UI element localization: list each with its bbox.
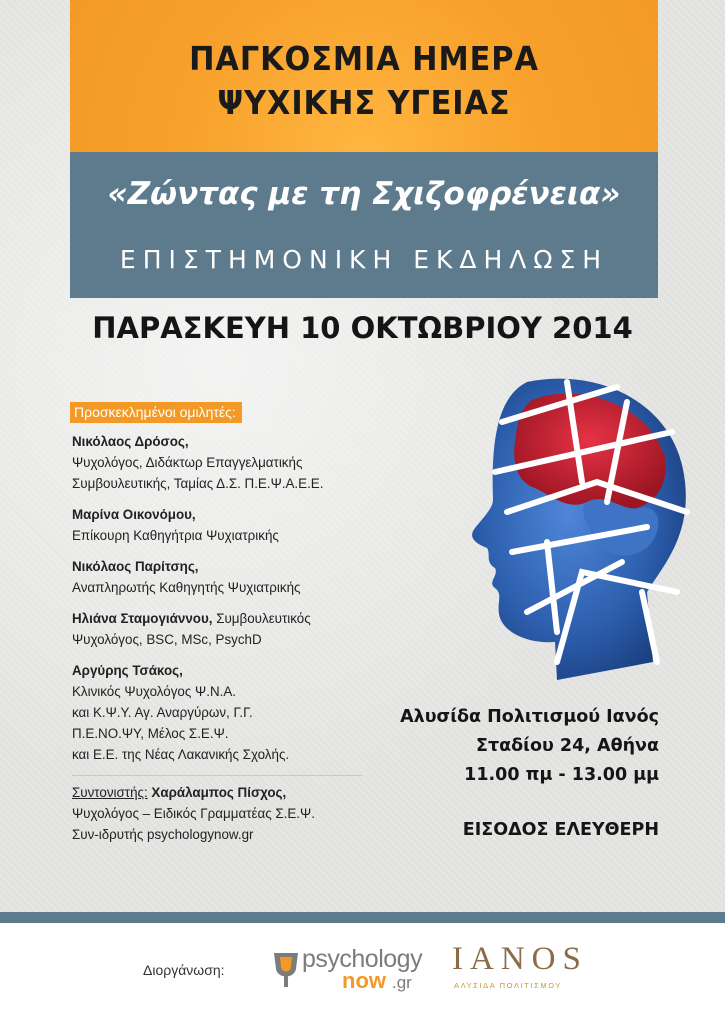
speaker-role: Συμβουλευτικής, Ταμίας Δ.Σ. Π.Ε.Ψ.Α.Ε.Ε. bbox=[72, 476, 324, 491]
head-brain-illustration bbox=[407, 362, 697, 692]
speaker-role: και Ε.Ε. της Νέας Λακανικής Σχολής. bbox=[72, 747, 290, 762]
speaker-name: Νικόλαος Δρόσος, bbox=[72, 434, 189, 449]
speakers-heading: Προσκεκλημένοι ομιλητές: bbox=[70, 402, 242, 423]
speaker-name: Μαρίνα Οικονόμου, bbox=[72, 507, 196, 522]
footer-divider-bar bbox=[0, 912, 725, 923]
title-line-2: ΨΥΧΙΚΗΣ ΥΓΕΙΑΣ bbox=[217, 83, 511, 122]
header-banner bbox=[70, 0, 658, 152]
speaker-role: Αναπληρωτής Καθηγητής Ψυχιατρικής bbox=[72, 580, 301, 595]
speaker-role: Ψυχολόγος, BSC, MSc, PsychD bbox=[72, 632, 262, 647]
speaker-name: Νικόλαος Παρίτσης, bbox=[72, 559, 199, 574]
speaker-role: Επίκουρη Καθηγήτρια Ψυχιατρικής bbox=[72, 528, 279, 543]
coordinator-name: Χαράλαμπος Πίσχος, bbox=[147, 785, 287, 800]
event-slogan: «Ζώντας με τη Σχιζοφρένεια» bbox=[107, 176, 621, 212]
event-date: ΠΑΡΑΣΚΕΥΗ 10 ΟΚΤΩΒΡΙΟΥ 2014 bbox=[92, 311, 633, 345]
speaker-role: Ψυχολόγος, Διδάκτωρ Επαγγελματικής bbox=[72, 455, 303, 470]
coordinator-label: Συντονιστής: bbox=[72, 785, 148, 800]
speaker-role: και Κ.Ψ.Υ. Αγ. Αναργύρων, Γ.Γ. bbox=[72, 705, 253, 720]
psychologynow-logo-now: now bbox=[342, 968, 386, 993]
speaker-item bbox=[72, 431, 390, 494]
psychologynow-logo bbox=[272, 943, 432, 1003]
ianos-logo-word: IANOS bbox=[452, 941, 588, 977]
speaker-name: Αργύρης Τσάκος, bbox=[72, 663, 183, 678]
event-banner bbox=[70, 152, 658, 298]
speakers-section bbox=[70, 402, 390, 855]
title-line-1: ΠΑΓΚΟΣΜΙΑ ΗΜΕΡΑ bbox=[189, 39, 539, 78]
speaker-role: Κλινικός Ψυχολόγος Ψ.Ν.Α. bbox=[72, 684, 237, 699]
speaker-item bbox=[72, 660, 390, 765]
divider bbox=[72, 775, 362, 776]
event-type: ΕΠΙΣΤΗΜΟΝΙΚΗ ΕΚΔΗΛΩΣΗ bbox=[119, 245, 609, 274]
speaker-item bbox=[72, 608, 390, 650]
organizer-label: Διοργάνωση: bbox=[143, 962, 225, 978]
psychologynow-logo-gr: .gr bbox=[392, 973, 412, 992]
venue-info bbox=[400, 703, 659, 790]
ianos-logo bbox=[452, 941, 592, 1001]
coordinator-role: Συν-ιδρυτής psychologynow.gr bbox=[72, 827, 254, 842]
speaker-role-inline: Συμβουλευτικός bbox=[212, 611, 311, 626]
venue-address: Σταδίου 24, Αθήνα bbox=[476, 736, 659, 756]
psychologynow-logo-text: psychology bbox=[302, 945, 423, 973]
venue-place: Αλυσίδα Πολιτισμού Ιανός bbox=[400, 707, 659, 727]
speaker-name: Ηλιάνα Σταμογιάννου, bbox=[72, 611, 213, 626]
speaker-item bbox=[72, 556, 390, 598]
coordinator-role: Ψυχολόγος – Ειδικός Γραμματέας Σ.Ε.Ψ. bbox=[72, 806, 315, 821]
coordinator-item bbox=[72, 782, 390, 845]
ianos-logo-tagline: ΑΛΥΣΙΔΑ ΠΟΛΙΤΙΣΜΟΥ bbox=[454, 981, 563, 990]
speaker-role: Π.Ε.ΝΟ.ΨΥ, Μέλος Σ.Ε.Ψ. bbox=[72, 726, 229, 741]
psychologynow-logo-icon bbox=[272, 949, 300, 989]
venue-time: 11.00 πμ - 13.00 μμ bbox=[464, 765, 659, 785]
footer bbox=[0, 923, 725, 1024]
free-entry: ΕΙΣΟΔΟΣ ΕΛΕΥΘΕΡΗ bbox=[462, 820, 659, 840]
speaker-item bbox=[72, 504, 390, 546]
